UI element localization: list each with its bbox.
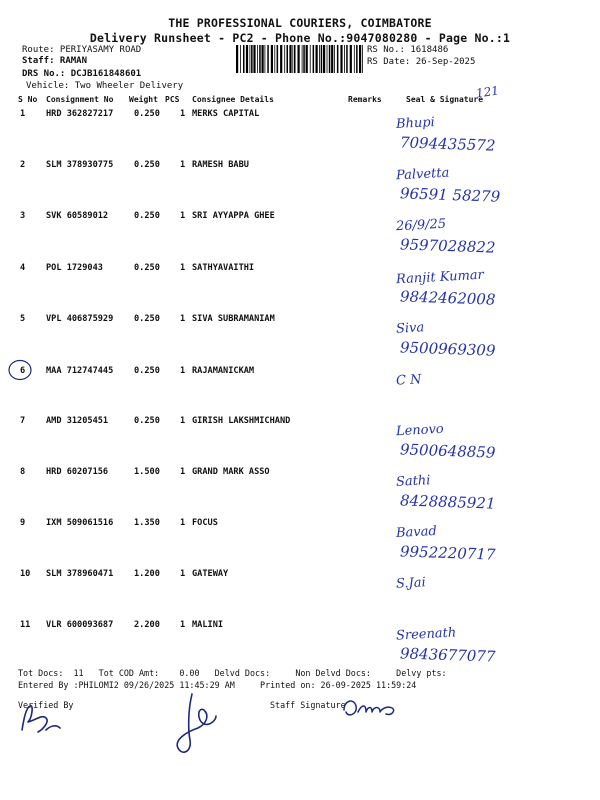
row-sno: 2 xyxy=(20,160,26,170)
row-pcs: 1 xyxy=(180,109,186,119)
row-sno: 1 xyxy=(20,109,26,119)
row-sno: 6 xyxy=(20,366,26,376)
rs-date: RS Date: 26-Sep-2025 xyxy=(367,57,476,67)
row-consignee: GIRISH LAKSHMICHAND xyxy=(192,416,291,426)
row-consignment-no: VPL 406875929 xyxy=(46,314,114,324)
row-pcs: 1 xyxy=(180,314,186,324)
row-consignment-no: IXM 509061516 xyxy=(46,518,114,528)
rs-number: RS No.: 1618486 xyxy=(367,45,449,55)
col-weight: Weight xyxy=(129,95,158,104)
handwritten-name: Sreenath xyxy=(395,625,457,644)
row-weight: 0.250 xyxy=(134,314,160,324)
handwritten-name: C N xyxy=(395,372,422,389)
row-pcs: 1 xyxy=(180,160,186,170)
row-consignee: GRAND MARK ASSO xyxy=(192,467,270,477)
staff-signature-label: Staff Signature xyxy=(270,700,346,710)
row-pcs: 1 xyxy=(180,467,186,477)
col-consignment: Consignment No xyxy=(46,95,114,104)
row-consignment-no: SLM 378930775 xyxy=(46,160,114,170)
route-label: Route: PERIYASAMY ROAD xyxy=(22,45,142,55)
row-weight: 1.500 xyxy=(134,467,160,477)
row-weight: 0.250 xyxy=(134,416,160,426)
page-corner-note: 121 xyxy=(475,83,500,101)
row-consignee: RAJAMANICKAM xyxy=(192,366,255,376)
row-weight: 0.250 xyxy=(134,109,160,119)
handwritten-phone: 9597028822 xyxy=(399,235,496,257)
runsheet-subtitle: Delivery Runsheet - PC2 - Phone No.:9047080280 - Page No.:1 xyxy=(89,31,511,45)
row-consignee: SATHYAVAITHI xyxy=(192,263,255,273)
col-consignee: Consignee Details xyxy=(192,95,274,104)
handwritten-phone: 9500648859 xyxy=(399,440,496,462)
row-weight: 0.250 xyxy=(134,160,160,170)
staff-label: Staff: RAMAN xyxy=(22,56,88,66)
handwritten-name: Lenovo xyxy=(395,421,445,440)
row-pcs: 1 xyxy=(180,569,186,579)
row-sno: 9 xyxy=(20,518,26,528)
handwritten-phone: 9952220717 xyxy=(399,542,496,564)
drs-number: DRS No.: DCJB161848601 xyxy=(22,69,142,79)
row-sno: 5 xyxy=(20,314,26,324)
handwritten-phone: 9842462008 xyxy=(399,287,496,309)
row-consignment-no: HRD 60207156 xyxy=(46,467,109,477)
row-pcs: 1 xyxy=(180,211,186,221)
verifier-signature xyxy=(16,700,64,740)
row-consignment-no: MAA 712747445 xyxy=(46,366,114,376)
handwritten-phone: 9500969309 xyxy=(399,338,496,360)
handwritten-name: Palvetta xyxy=(395,165,450,184)
handwritten-phone: 7094435572 xyxy=(399,133,496,155)
entered-by-line: Entered By :PHILOMI2 09/26/2025 11:45:29 AM Printed on: 26-09-2025 11:59:24 xyxy=(18,680,417,690)
row-consignee: MERKS CAPITAL xyxy=(192,109,260,119)
col-sno: S No xyxy=(18,95,38,104)
barcode-image xyxy=(236,45,363,73)
row-consignment-no: SVK 60589012 xyxy=(46,211,109,221)
row-consignee: GATEWAY xyxy=(192,569,229,579)
row-sno: 4 xyxy=(20,263,26,273)
row-pcs: 1 xyxy=(180,416,186,426)
row-consignment-no: AMD 31205451 xyxy=(46,416,109,426)
row-sno: 10 xyxy=(20,569,31,579)
row-sno: 11 xyxy=(20,620,31,630)
row-pcs: 1 xyxy=(180,518,186,528)
handwritten-phone: 8428885921 xyxy=(399,491,496,513)
row-sno: 7 xyxy=(20,416,26,426)
entered-by-signature xyxy=(170,690,220,760)
row-consignment-no: SLM 378960471 xyxy=(46,569,114,579)
row-consignee: SRI AYYAPPA GHEE xyxy=(192,211,275,221)
handwritten-phone: 9843677077 xyxy=(399,644,496,666)
col-seal-signature: Seal & Signature xyxy=(406,95,484,104)
handwritten-phone: 96591 58279 xyxy=(399,184,501,206)
row-sno: 3 xyxy=(20,211,26,221)
row-weight: 0.250 xyxy=(134,263,160,273)
totals-line: Tot Docs: 11 Tot COD Amt: 0.00 Delvd Docs: Non Delvd Docs: Delvy pts: xyxy=(18,668,447,678)
col-pcs: PCS xyxy=(165,95,180,104)
row-pcs: 1 xyxy=(180,620,186,630)
row-circle-mark xyxy=(6,358,34,382)
row-consignee: SIVA SUBRAMANIAM xyxy=(192,314,275,324)
row-sno: 8 xyxy=(20,467,26,477)
verified-by-label: Verified By xyxy=(18,700,74,710)
handwritten-name: Siva xyxy=(395,320,425,337)
row-weight: 2.200 xyxy=(134,620,160,630)
row-consignee: FOCUS xyxy=(192,518,218,528)
row-weight: 0.250 xyxy=(134,366,160,376)
row-consignment-no: VLR 600093687 xyxy=(46,620,114,630)
row-weight: 1.350 xyxy=(134,518,160,528)
vehicle-label: Vehicle: Two Wheeler Delivery xyxy=(26,81,184,91)
row-consignment-no: HRD 362827217 xyxy=(46,109,114,119)
handwritten-name: Sathi xyxy=(395,473,431,490)
handwritten-name: 26/9/25 xyxy=(395,216,447,235)
company-title: THE PROFESSIONAL COURIERS, COIMBATORE xyxy=(168,16,432,30)
col-remarks: Remarks xyxy=(348,95,382,104)
row-consignee: RAMESH BABU xyxy=(192,160,249,170)
row-weight: 1.200 xyxy=(134,569,160,579)
row-consignment-no: POL 1729043 xyxy=(46,263,103,273)
handwritten-name: Bhupi xyxy=(395,114,436,133)
row-pcs: 1 xyxy=(180,263,186,273)
row-weight: 0.250 xyxy=(134,211,160,221)
handwritten-name: S.Jai xyxy=(395,575,427,592)
handwritten-name: Ranjit Kumar xyxy=(395,267,485,288)
row-consignee: MALINI xyxy=(192,620,224,630)
row-pcs: 1 xyxy=(180,366,186,376)
staff-signature xyxy=(340,694,400,722)
handwritten-name: Bavad xyxy=(395,523,438,542)
